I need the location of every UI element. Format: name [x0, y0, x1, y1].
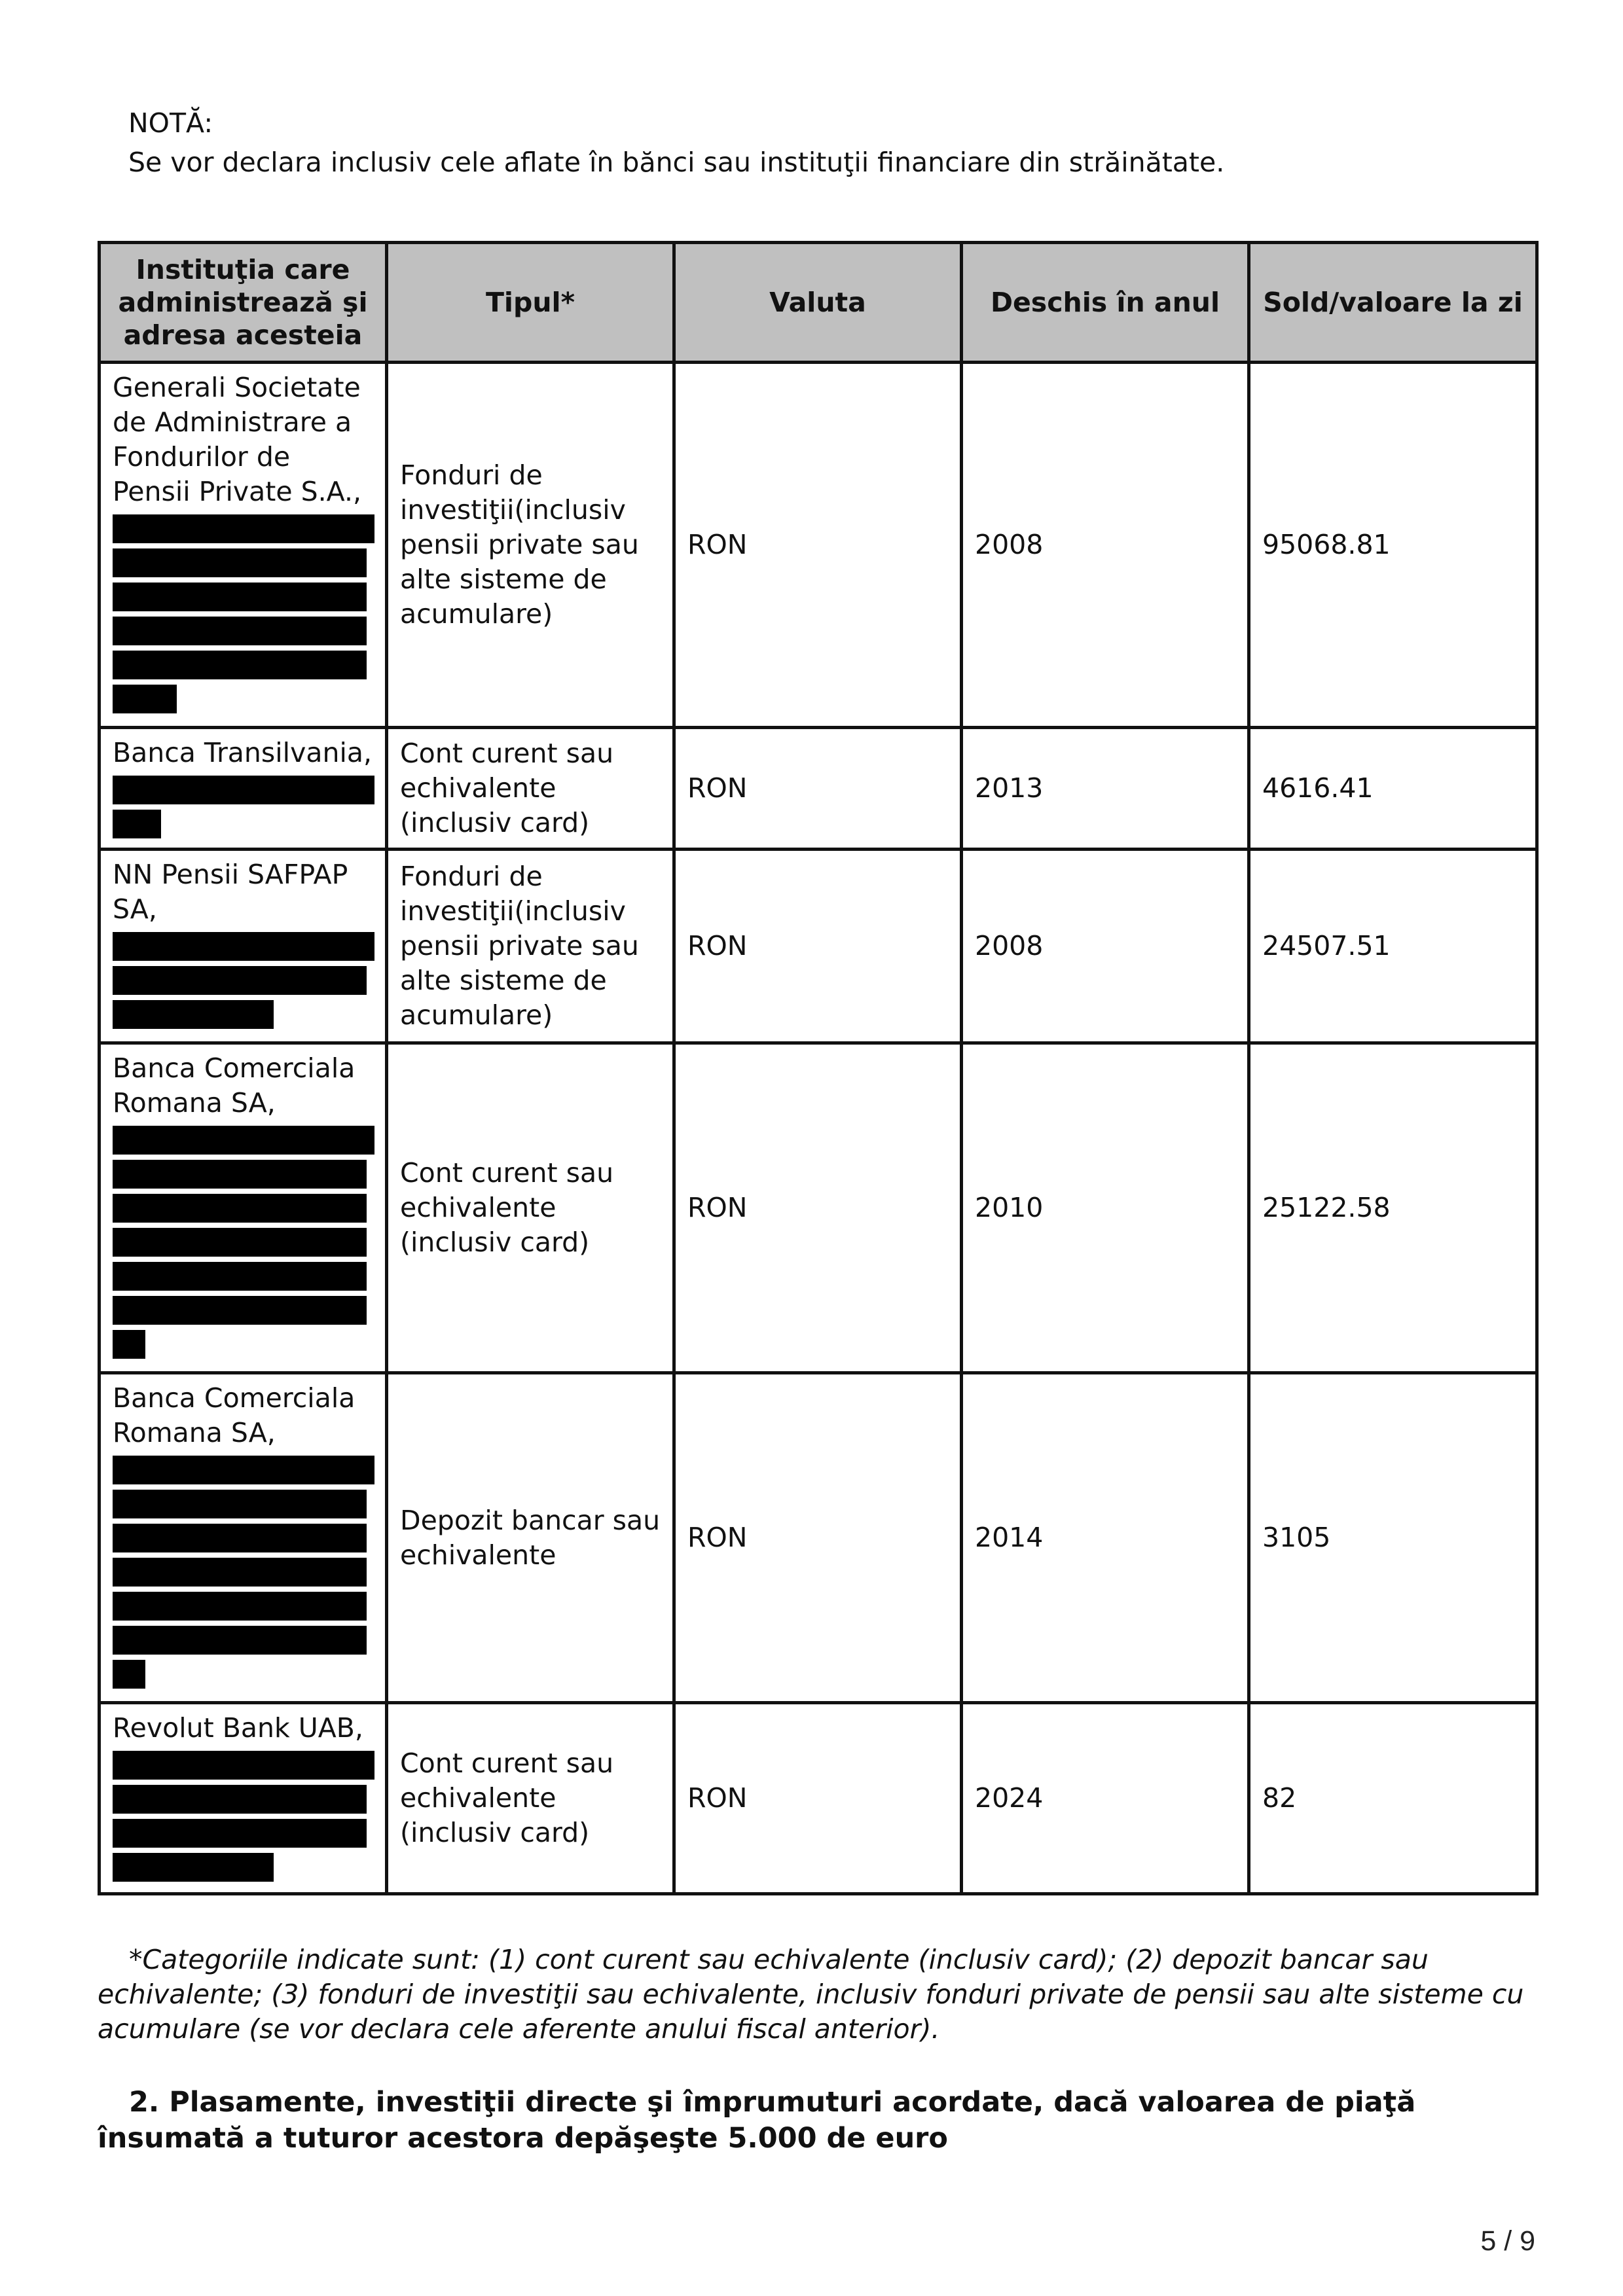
institution-name: NN Pensii SAFPAP SA,: [113, 859, 348, 925]
table-footnote: *Categoriile indicate sunt: (1) cont curent sau echivalente (inclusiv card); (2) depozit bancar sau echivalente; (3) fonduri de investiţii sau echivalente, inclusiv fonduri private de pensii sau alte sisteme cu acumulare (se vor declara cele aferente anului fiscal anterior).: [98, 1944, 1524, 2045]
header-year: Deschis în anul: [962, 243, 1249, 363]
redaction-bar: [113, 966, 367, 995]
header-institution: Instituţia care administrează şi adresa acesteia: [100, 243, 387, 363]
redaction-bar: [113, 776, 374, 804]
redaction-bar: [113, 1000, 274, 1029]
redaction-bar: [113, 1592, 367, 1621]
currency-cell: RON: [674, 850, 962, 1043]
redaction-bar: [113, 1558, 367, 1587]
redaction-bar: [113, 1126, 374, 1155]
institution-cell: [100, 1043, 387, 1373]
institution-cell: [100, 1373, 387, 1703]
accounts-table: [98, 241, 1539, 1895]
table-row: [100, 728, 1537, 850]
balance-cell: 4616.41: [1249, 728, 1537, 850]
redaction-bar: [113, 1456, 374, 1484]
institution-cell: [100, 1703, 387, 1894]
institution-name: Banca Comerciala Romana SA,: [113, 1382, 356, 1448]
type-cell: Cont curent sau echivalente (inclusiv card): [387, 1703, 674, 1894]
year-cell: 2013: [962, 728, 1249, 850]
redaction-bar: [113, 1853, 274, 1882]
redaction-bar: [113, 548, 367, 577]
header-type: Tipul*: [387, 243, 674, 363]
redaction-bar: [113, 1228, 367, 1257]
balance-cell: 82: [1249, 1703, 1537, 1894]
table-row: [100, 1703, 1537, 1894]
currency-cell: RON: [674, 728, 962, 850]
redaction-bar: [113, 583, 367, 611]
note-title: NOTĂ:: [128, 107, 213, 139]
redaction-bar: [113, 1626, 367, 1655]
table-row: [100, 1043, 1537, 1373]
institution-name: Generali Societate de Administrare a Fondurilor de Pensii Private S.A.,: [113, 372, 362, 507]
redaction-bar: [113, 514, 374, 543]
year-cell: 2014: [962, 1373, 1249, 1703]
redaction-bar: [113, 1262, 367, 1291]
institution-name: Banca Comerciala Romana SA,: [113, 1052, 356, 1119]
redaction-bar: [113, 1330, 145, 1359]
redaction-bar: [113, 1785, 367, 1814]
header-currency: Valuta: [674, 243, 962, 363]
redaction-bar: [113, 1660, 145, 1689]
redaction-bar: [113, 1819, 367, 1848]
table-row: [100, 363, 1537, 728]
institution-cell: [100, 850, 387, 1043]
page-number: 5 / 9: [1480, 2225, 1535, 2257]
note-text: Se vor declara inclusiv cele aflate în bănci sau instituţii financiare din străinătate.: [128, 147, 1225, 178]
type-cell: Fonduri de investiţii(inclusiv pensii private sau alte sisteme de acumulare): [387, 850, 674, 1043]
header-balance: Sold/valoare la zi: [1249, 243, 1537, 363]
redaction-bar: [113, 1490, 367, 1518]
year-cell: 2008: [962, 363, 1249, 728]
redaction-bar: [113, 932, 374, 961]
balance-cell: 3105: [1249, 1373, 1537, 1703]
table-row: [100, 1373, 1537, 1703]
currency-cell: RON: [674, 1703, 962, 1894]
type-cell: Cont curent sau echivalente (inclusiv card): [387, 728, 674, 850]
table-header-row: [100, 243, 1537, 363]
redaction-bar: [113, 685, 177, 713]
redaction-bar: [113, 617, 367, 645]
redaction-bar: [113, 651, 367, 679]
redaction-bar: [113, 1296, 367, 1325]
type-cell: Fonduri de investiţii(inclusiv pensii private sau alte sisteme de acumulare): [387, 363, 674, 728]
redaction-bar: [113, 1194, 367, 1223]
institution-name: Revolut Bank UAB,: [113, 1712, 363, 1744]
balance-cell: 24507.51: [1249, 850, 1537, 1043]
currency-cell: RON: [674, 1373, 962, 1703]
balance-cell: 25122.58: [1249, 1043, 1537, 1373]
redaction-bar: [113, 1160, 367, 1189]
institution-cell: [100, 363, 387, 728]
redaction-bar: [113, 1751, 374, 1780]
institution-cell: [100, 728, 387, 850]
table-row: [100, 850, 1537, 1043]
type-cell: Depozit bancar sau echivalente: [387, 1373, 674, 1703]
institution-name: Banca Transilvania,: [113, 737, 372, 768]
section-heading: 2. Plasamente, investiţii directe şi împrumuturi acordate, dacă valoarea de piaţă însumată a tuturor acestora depăşeşte 5.000 de euro: [98, 2086, 1416, 2155]
year-cell: 2008: [962, 850, 1249, 1043]
currency-cell: RON: [674, 1043, 962, 1373]
year-cell: 2024: [962, 1703, 1249, 1894]
balance-cell: 95068.81: [1249, 363, 1537, 728]
note-block: [128, 103, 1224, 182]
type-cell: Cont curent sau echivalente (inclusiv card): [387, 1043, 674, 1373]
currency-cell: RON: [674, 363, 962, 728]
year-cell: 2010: [962, 1043, 1249, 1373]
redaction-bar: [113, 1524, 367, 1552]
redaction-bar: [113, 810, 161, 838]
